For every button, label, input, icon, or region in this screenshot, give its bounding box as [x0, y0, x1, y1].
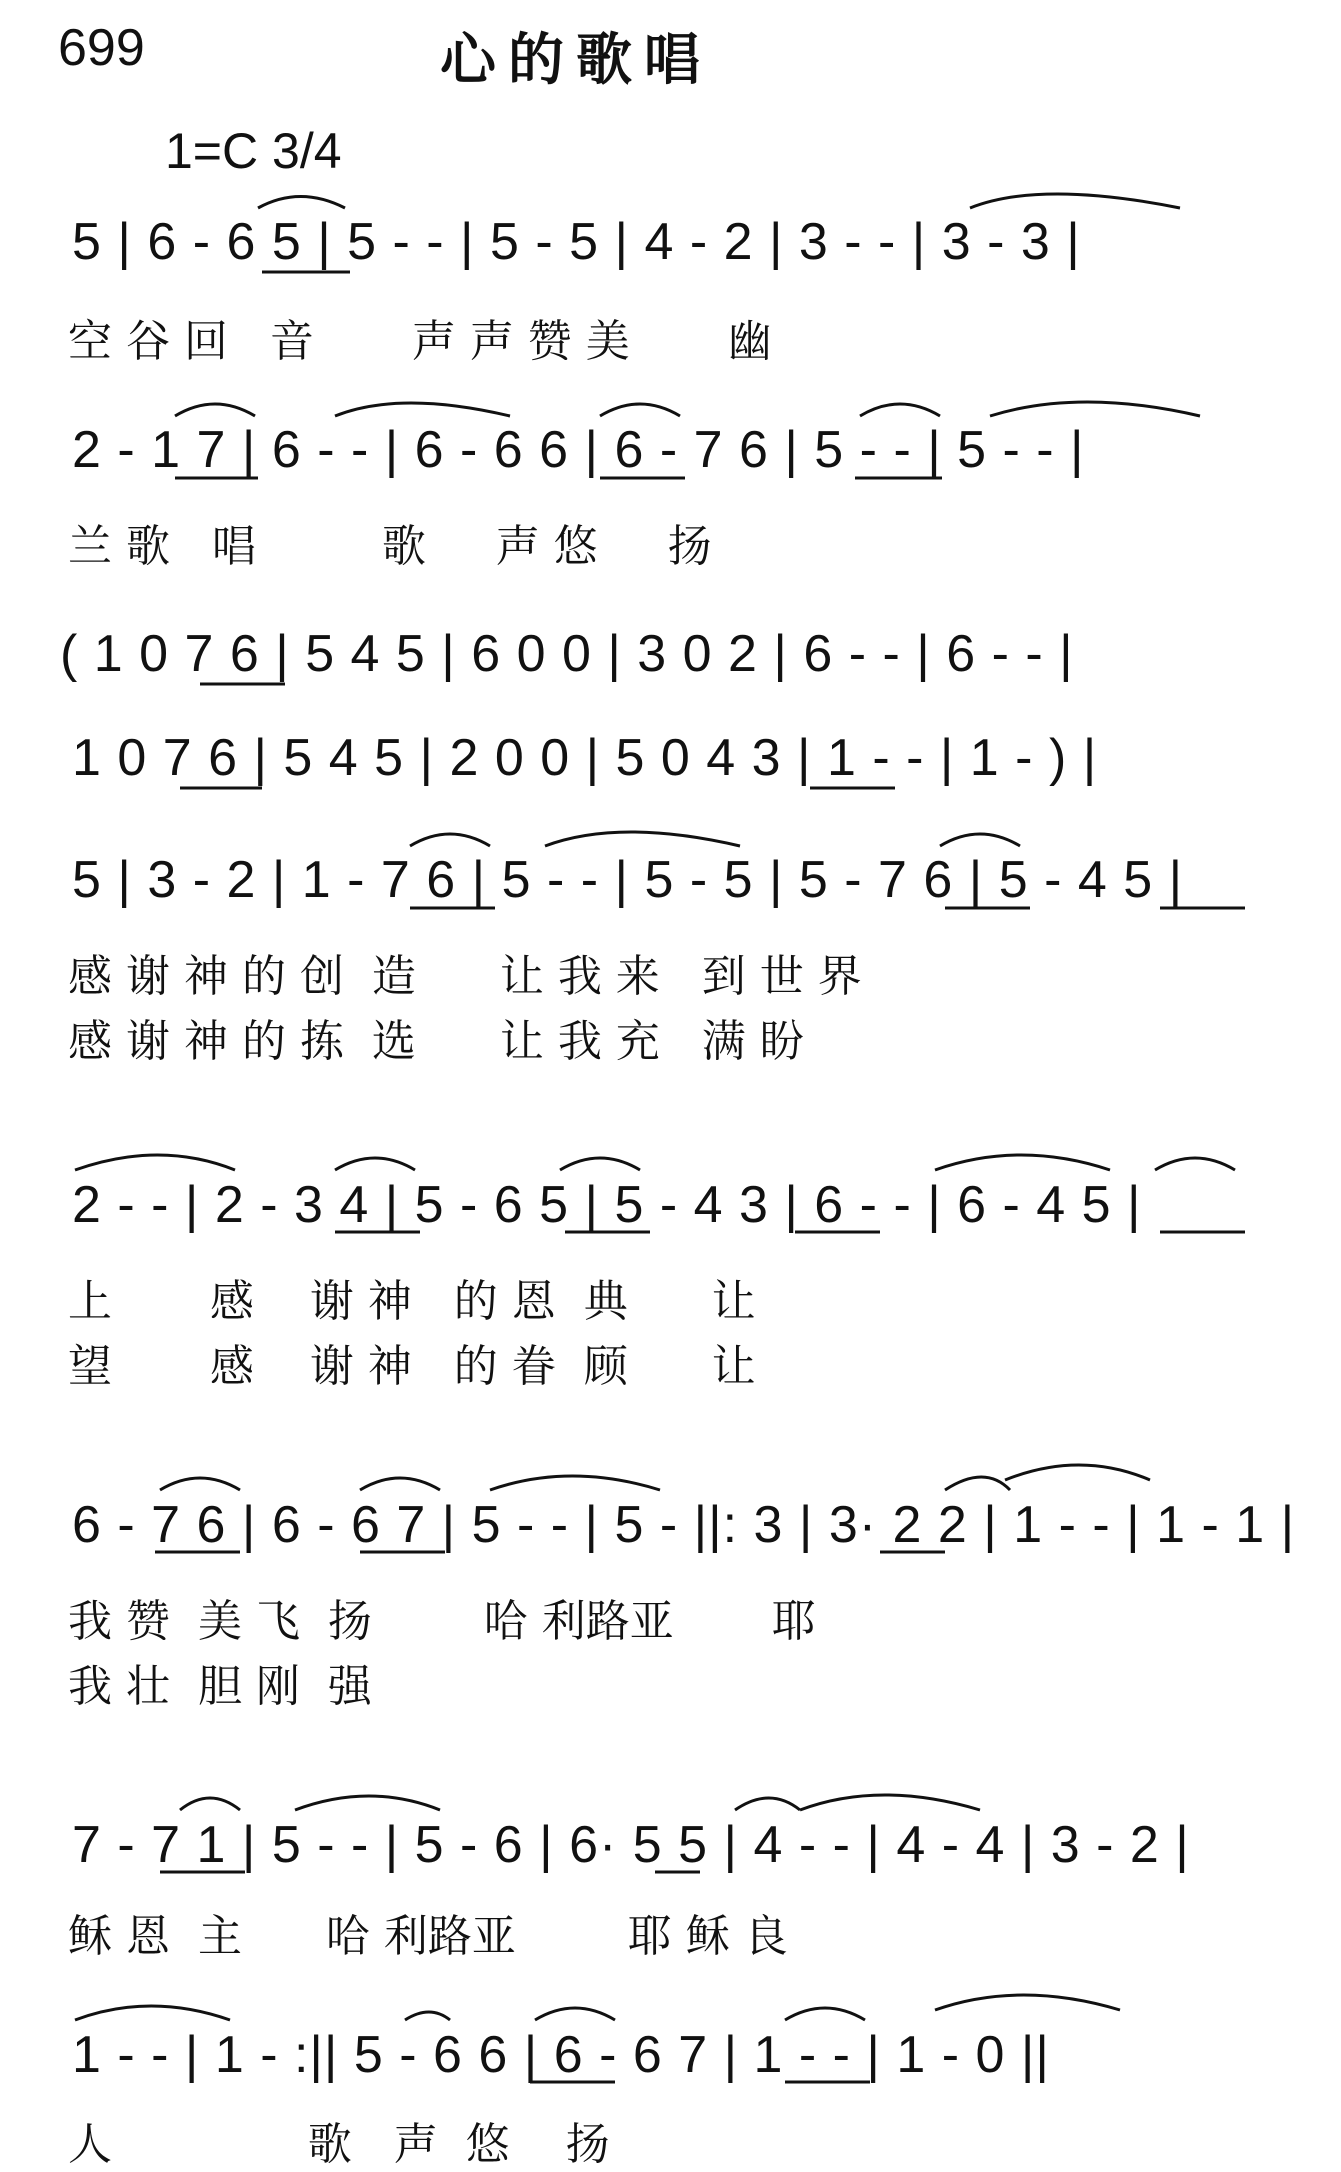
music-line-1: 5 | 6 - 6 5 | 5 - - | 5 - 5 | 4 - 2 | 3 - - | 3 - 3 | — [72, 213, 1081, 271]
slur-mark — [180, 1798, 240, 1810]
music-line-3: ( 1 0 7 6 | 5 4 5 | 6 0 0 | 3 0 2 | 6 - - | 6 - - | — [60, 625, 1074, 683]
slur-mark — [735, 1798, 800, 1810]
slur-mark — [175, 404, 255, 416]
slur-mark — [860, 404, 940, 416]
slur-mark — [1005, 1465, 1150, 1480]
lyric-line-5: 上 感 谢 神 的 恩 典 让 — [68, 1276, 756, 1327]
music-line-2: 2 - 1 7 | 6 - - | 6 - 6 6 | 6 - 7 6 | 5 - - | 5 - - | — [72, 421, 1085, 479]
slur-mark — [935, 1155, 1110, 1170]
slur-mark — [560, 1158, 640, 1170]
lyric-line-3: 感 谢 神 的 创 造 让 我 来 到 世 界 — [68, 951, 862, 1002]
slur-mark — [545, 832, 740, 846]
lyric-line-6: 望 感 谢 神 的 眷 顾 让 — [68, 1341, 756, 1392]
lyric-line-7: 我 赞 美 飞 扬 哈 利路亚 耶 — [68, 1596, 816, 1647]
music-line-8: 7 - 7 1 | 5 - - | 5 - 6 | 6· 5 5 | 4 - - | 4 - 4 | 3 - 2 | — [72, 1816, 1190, 1874]
slur-mark — [258, 197, 345, 209]
slur-mark — [990, 402, 1200, 416]
slur-mark — [160, 1478, 240, 1490]
slur-mark — [360, 1478, 440, 1490]
lyric-line-10: 人 歌 声 悠 扬 — [68, 2119, 610, 2170]
slur-mark — [490, 1476, 660, 1490]
lyric-line-2: 兰 歌 唱 歌 声 悠 扬 — [68, 521, 712, 572]
slur-mark — [295, 1796, 440, 1810]
slur-mark — [335, 1158, 415, 1170]
hymn-title: 心的歌唱 — [440, 28, 712, 93]
lyric-line-9: 稣 恩 主 哈 利路亚 耶 稣 良 — [68, 1911, 788, 1962]
slur-mark — [945, 1477, 1010, 1490]
slur-mark — [405, 2012, 450, 2020]
hymn-number: 699 — [58, 19, 145, 77]
key-signature: 1=C 3/4 — [165, 123, 342, 179]
music-line-4: 1 0 7 6 | 5 4 5 | 2 0 0 | 5 0 4 3 | 1 - - | 1 - ) | — [72, 729, 1098, 787]
slur-mark — [75, 1155, 235, 1170]
slur-mark — [335, 403, 510, 416]
slur-mark — [75, 2006, 230, 2020]
lyric-line-8: 我 壮 胆 刚 强 — [68, 1661, 372, 1712]
slur-mark — [935, 1995, 1120, 2010]
music-line-9: 1 - - | 1 - :|| 5 - 6 6 | 6 - 6 7 | 1 - - | 1 - 0 || — [72, 2026, 1050, 2084]
slur-mark — [800, 1795, 980, 1810]
slur-mark — [535, 2008, 615, 2020]
music-line-7: 6 - 7 6 | 6 - 6 7 | 5 - - | 5 - ||: 3 | 3· 2 2 | 1 - - | 1 - 1 | — [72, 1496, 1296, 1554]
slur-mark — [600, 404, 680, 416]
music-line-6: 2 - - | 2 - 3 4 | 5 - 6 5 | 5 - 4 3 | 6 - - | 6 - 4 5 | — [72, 1176, 1142, 1234]
slur-mark — [410, 834, 490, 846]
lyric-line-4: 感 谢 神 的 拣 选 让 我 充 满 盼 — [68, 1016, 804, 1067]
music-line-5: 5 | 3 - 2 | 1 - 7 6 | 5 - - | 5 - 5 | 5 - 7 6 | 5 - 4 5 | — [72, 851, 1184, 909]
slur-mark — [940, 834, 1020, 846]
slur-mark — [785, 2008, 865, 2020]
slur-mark — [970, 194, 1180, 208]
slur-mark — [1155, 1158, 1235, 1170]
lyric-line-1: 空 谷 回 音 声 声 赞 美 幽 — [68, 316, 772, 367]
